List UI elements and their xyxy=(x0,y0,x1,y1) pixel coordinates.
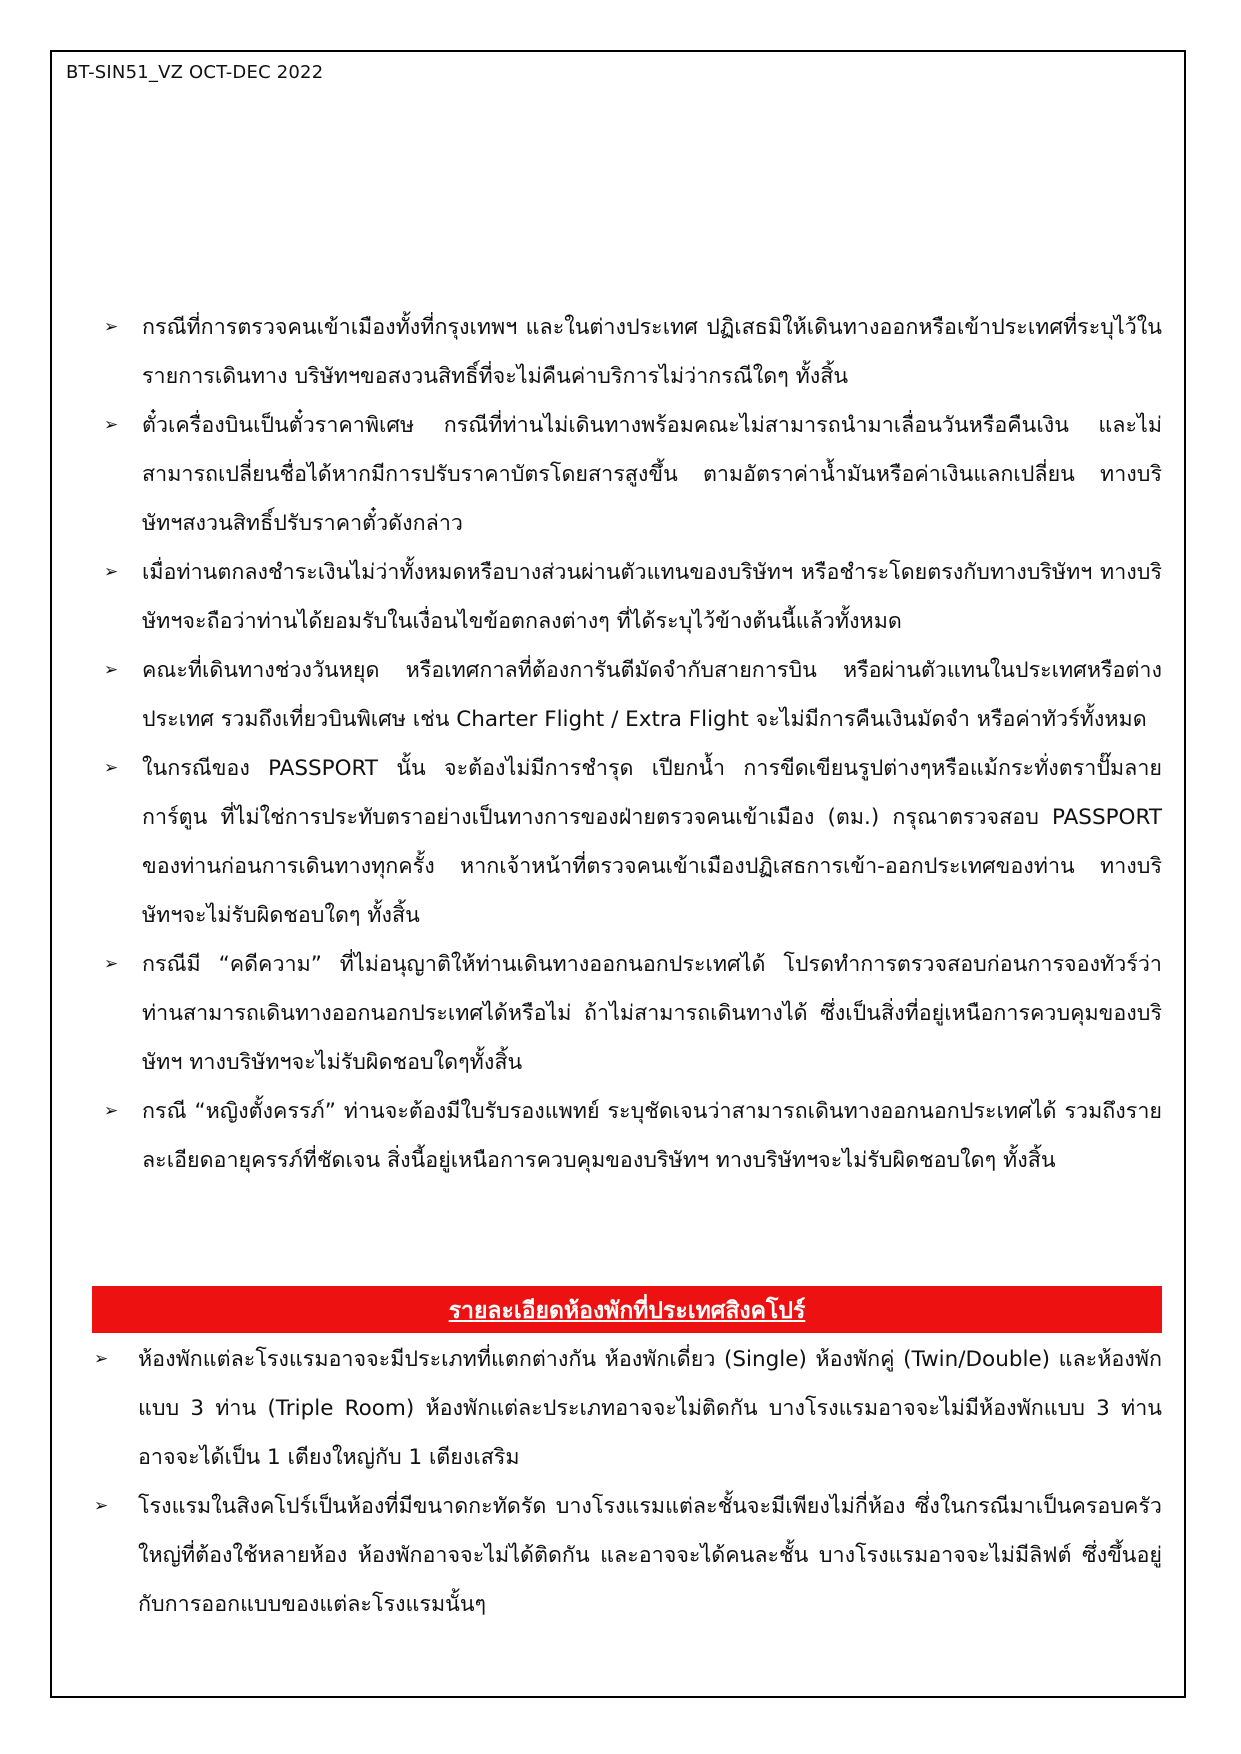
list-item-text: กรณี “หญิงตั้งครรภ์” ท่านจะต้องมีใบรับรองแพทย์ ระบุชัดเจนว่าสามารถเดินทางออกนอกประเทศได้ รวมถึงรายละเอียดอายุครรภ์ที่ชัดเจน สิ่งนี้อยู่เหนือการควบคุมของบริษัทฯ ทางบริษัทฯจะไม่รับผิดชอบใดๆ ทั้งสิ้น xyxy=(142,1099,1162,1173)
arrow-bullet-icon: ➢ xyxy=(94,1496,109,1516)
list-item xyxy=(92,1335,1162,1482)
conditions-list xyxy=(98,303,1162,1185)
list-item-text: ตั๋วเครื่องบินเป็นตั๋วราคาพิเศษ กรณีที่ท่านไม่เดินทางพร้อมคณะไม่สามารถนำมาเลื่อนวันหรือคืนเงิน และไม่สามารถเปลี่ยนชื่อได้หากมีการปรับราคาบัตรโดยสารสูงขึ้น ตามอัตราค่าน้ำมันหรือค่าเงินแลกเปลี่ยน ทางบริษัทฯสงวนสิทธิ์ปรับราคาตั๋วดังกล่าว xyxy=(142,413,1162,536)
rooms-list xyxy=(92,1335,1162,1629)
list-item xyxy=(98,940,1162,1087)
document-code: BT-SIN51_VZ OCT-DEC 2022 xyxy=(66,62,324,83)
list-item-text: กรณีที่การตรวจคนเข้าเมืองทั้งที่กรุงเทพฯ และในต่างประเทศ ปฏิเสธมิให้เดินทางออกหรือเข้าประเทศที่ระบุไว้ในรายการเดินทาง บริษัทฯขอสงวนสิทธิ์ที่จะไม่คืนค่าบริการไม่ว่ากรณีใดๆ ทั้งสิ้น xyxy=(142,315,1162,389)
arrow-bullet-icon: ➢ xyxy=(104,415,119,435)
list-item-text: คณะที่เดินทางช่วงวันหยุด หรือเทศกาลที่ต้องการันตีมัดจำกับสายการบิน หรือผ่านตัวแทนในประเทศหรือต่างประเทศ รวมถึงเที่ยวบินพิเศษ เช่น Charter Flight / Extra Flight จะไม่มีการคืนเงินมัดจำ หรือค่าทัวร์ทั้งหมด xyxy=(142,658,1162,732)
list-item xyxy=(98,548,1162,646)
list-item xyxy=(98,303,1162,401)
section-title: รายละเอียดห้องพักที่ประเทศสิงคโปร์ xyxy=(448,1298,806,1324)
list-item-text: ห้องพักแต่ละโรงแรมอาจจะมีประเภทที่แตกต่างกัน ห้องพักเดี่ยว (Single) ห้องพักคู่ (Twin/Double) และห้องพักแบบ 3 ท่าน (Triple Room) ห้องพักแต่ละประเภทอาจจะไม่ติดกัน บางโรงแรมอาจจะไม่มีห้องพักแบบ 3 ท่าน อาจจะได้เป็น 1 เตียงใหญ่กับ 1 เตียงเสริม xyxy=(138,1347,1162,1470)
arrow-bullet-icon: ➢ xyxy=(104,758,119,778)
list-item-text: โรงแรมในสิงคโปร์เป็นห้องที่มีขนาดกะทัดรัด บางโรงแรมแต่ละชั้นจะมีเพียงไม่กี่ห้อง ซึ่งในกรณีมาเป็นครอบครัวใหญ่ที่ต้องใช้หลายห้อง ห้องพักอาจจะไม่ได้ติดกัน และอาจจะได้คนละชั้น บางโรงแรมอาจจะไม่มีลิฟต์ ซึ่งขึ้นอยู่กับการออกแบบของแต่ละโรงแรมนั้นๆ xyxy=(138,1494,1162,1617)
list-item xyxy=(92,1482,1162,1629)
list-item xyxy=(98,401,1162,548)
list-item xyxy=(98,1087,1162,1185)
arrow-bullet-icon: ➢ xyxy=(94,1349,109,1369)
arrow-bullet-icon: ➢ xyxy=(104,1101,119,1121)
section-header-bar xyxy=(92,1286,1162,1333)
arrow-bullet-icon: ➢ xyxy=(104,317,119,337)
arrow-bullet-icon: ➢ xyxy=(104,562,119,582)
list-item xyxy=(98,744,1162,940)
arrow-bullet-icon: ➢ xyxy=(104,954,119,974)
list-item-text: กรณีมี “คดีความ” ที่ไม่อนุญาติให้ท่านเดินทางออกนอกประเทศได้ โปรดทำการตรวจสอบก่อนการจองทัวร์ว่าท่านสามารถเดินทางออกนอกประเทศได้หรือไม่ ถ้าไม่สามารถเดินทางได้ ซึ่งเป็นสิ่งที่อยู่เหนือการควบคุมของบริษัทฯ ทางบริษัทฯจะไม่รับผิดชอบใดๆทั้งสิ้น xyxy=(142,952,1162,1075)
list-item-text: เมื่อท่านตกลงชำระเงินไม่ว่าทั้งหมดหรือบางส่วนผ่านตัวแทนของบริษัทฯ หรือชำระโดยตรงกับทางบริษัทฯ ทางบริษัทฯจะถือว่าท่านได้ยอมรับในเงื่อนไขข้อตกลงต่างๆ ที่ได้ระบุไว้ข้างต้นนี้แล้วทั้งหมด xyxy=(142,560,1162,634)
arrow-bullet-icon: ➢ xyxy=(104,660,119,680)
list-item-text: ในกรณีของ PASSPORT นั้น จะต้องไม่มีการชำรุด เปียกน้ำ การขีดเขียนรูปต่างๆหรือแม้กระทั่งตราปั๊มลายการ์ตูน ที่ไม่ใช่การประทับตราอย่างเป็นทางการของฝ่ายตรวจคนเข้าเมือง (ตม.) กรุณาตรวจสอบ PASSPORT ของท่านก่อนการเดินทางทุกครั้ง หากเจ้าหน้าที่ตรวจคนเข้าเมืองปฏิเสธการเข้า-ออกประเทศของท่าน ทางบริษัทฯจะไม่รับผิดชอบใดๆ ทั้งสิ้น xyxy=(142,756,1162,928)
list-item xyxy=(98,646,1162,744)
